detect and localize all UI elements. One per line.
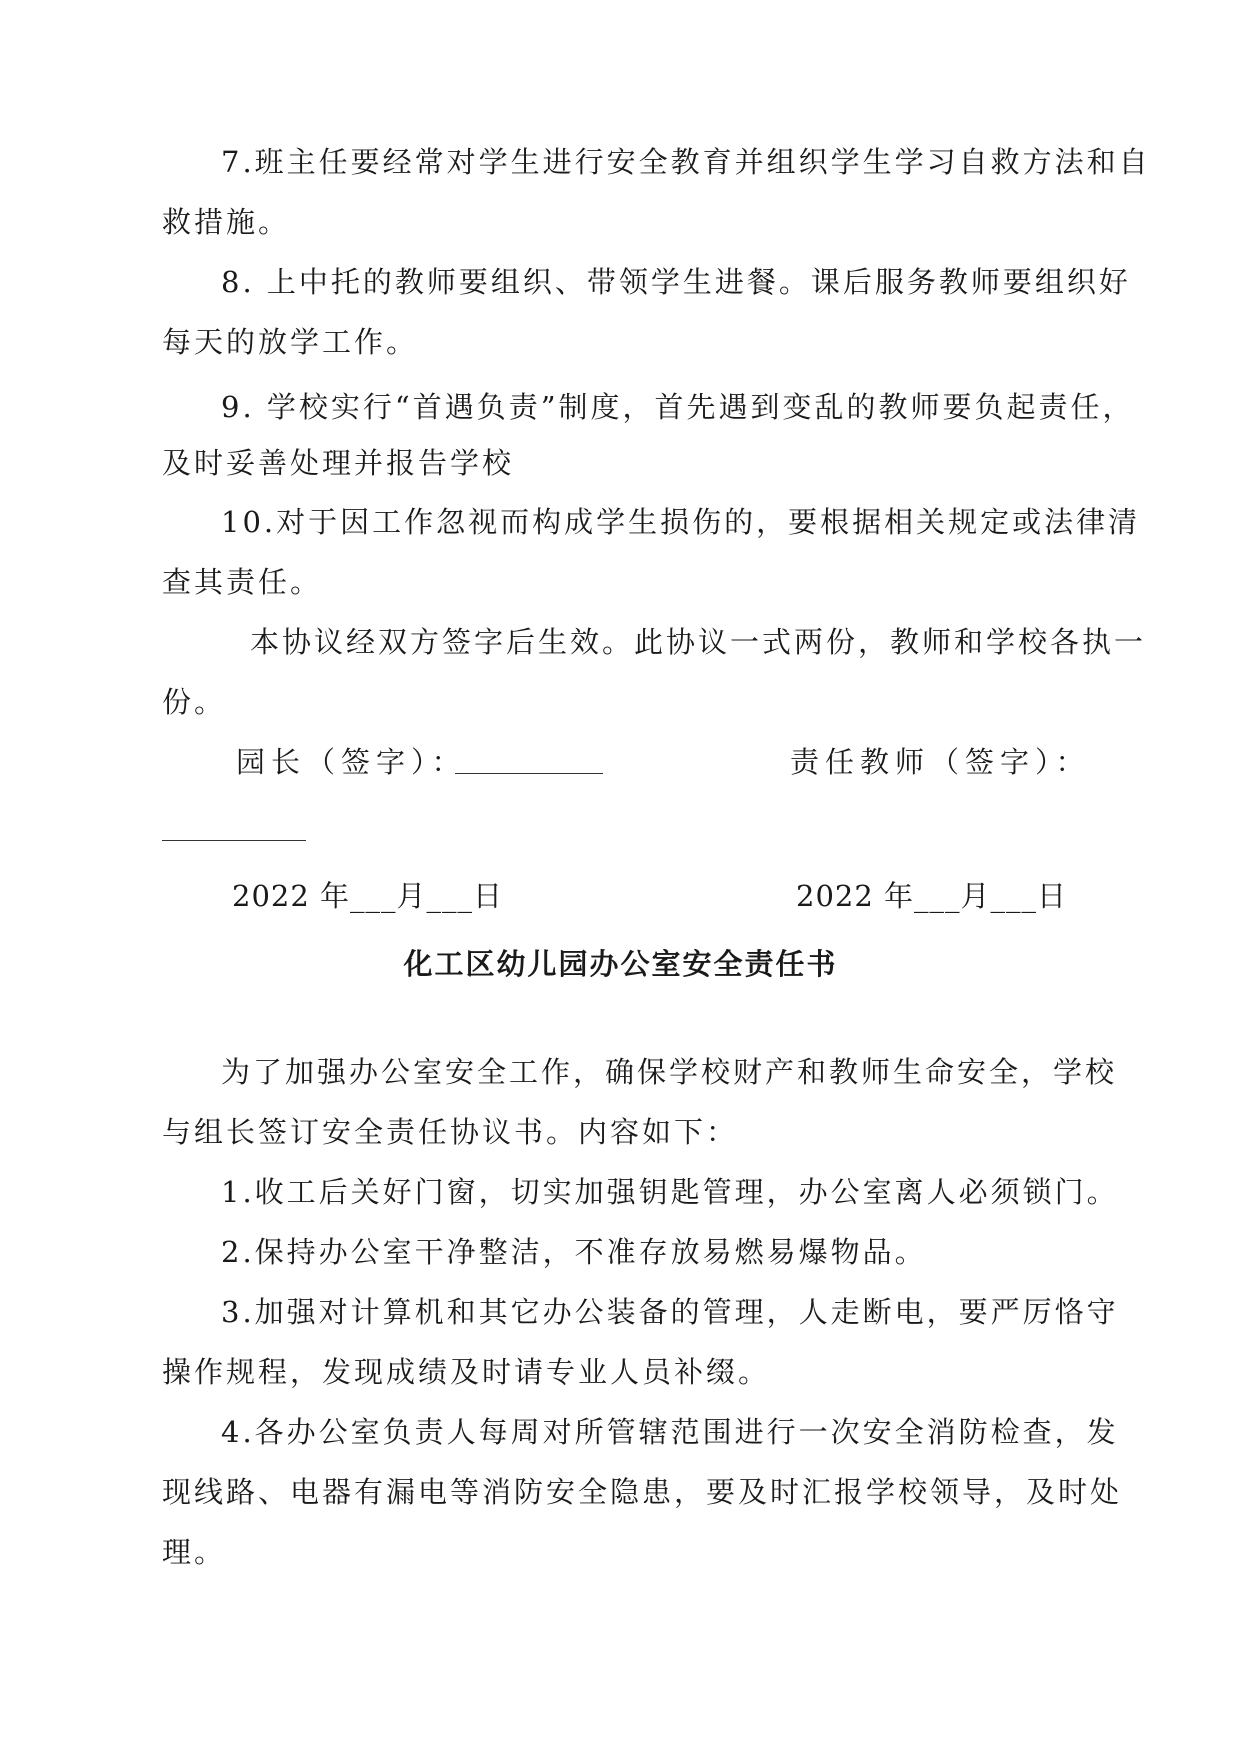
item-9-line-2: 及时妥善处理并报告学校	[162, 446, 515, 480]
date-left: 2022 年___月___日	[232, 879, 504, 913]
rule-item-1: 1.收工后关好门窗，切实加强钥匙管理，办公室离人必须锁门。	[221, 1175, 1119, 1209]
item-8-line-2: 每天的放学工作。	[162, 325, 419, 359]
rule-item-3-line-1: 3.加强对计算机和其它办公装备的管理，人走断电，要严厉恪守	[221, 1295, 1119, 1329]
item-7-line-1: 7.班主任要经常对学生进行安全教育并组织学生学习自救方法和自	[221, 145, 1151, 179]
rule-item-4-line-2: 现线路、电器有漏电等消防安全隐患，要及时汇报学校领导，及时处	[162, 1475, 1123, 1509]
item-10-line-2: 查其责任。	[162, 565, 323, 599]
intro-line-1: 为了加强办公室安全工作，确保学校财产和教师生命安全，学校	[221, 1055, 1118, 1089]
principal-signature-blank[interactable]	[455, 773, 603, 774]
rule-item-4-line-1: 4.各办公室负责人每周对所管辖范围进行一次安全消防检查，发	[221, 1415, 1119, 1449]
teacher-signature-label: 责任教师（签字）：	[790, 745, 1091, 779]
document-title: 化工区幼儿园办公室安全责任书	[403, 947, 838, 981]
item-10-line-1: 10.对于因工作忽视而构成学生损伤的，要根据相关规定或法律清	[221, 505, 1141, 539]
effect-line-1: 本协议经双方签字后生效。此协议一式两份，教师和学校各执一	[250, 625, 1147, 659]
rule-item-4-line-3: 理。	[162, 1535, 227, 1569]
rule-item-2: 2.保持办公室干净整洁，不准存放易燃易爆物品。	[221, 1235, 927, 1269]
rule-item-3-line-2: 操作规程，发现成绩及时请专业人员补缀。	[162, 1355, 771, 1389]
date-right: 2022 年___月___日	[796, 879, 1068, 913]
item-9-line-1: 9. 学校实行“首遇负责”制度，首先遇到变乱的教师要负起责任，	[221, 390, 1135, 424]
effect-line-2: 份。	[162, 685, 227, 719]
principal-signature-label: 园长（签字）：	[236, 745, 467, 779]
teacher-signature-blank[interactable]	[162, 840, 306, 841]
intro-line-2: 与组长签订安全责任协议书。内容如下：	[162, 1115, 739, 1149]
item-8-line-1: 8. 上中托的教师要组织、带领学生进餐。课后服务教师要组织好	[221, 265, 1131, 299]
item-7-line-2: 救措施。	[162, 205, 291, 239]
